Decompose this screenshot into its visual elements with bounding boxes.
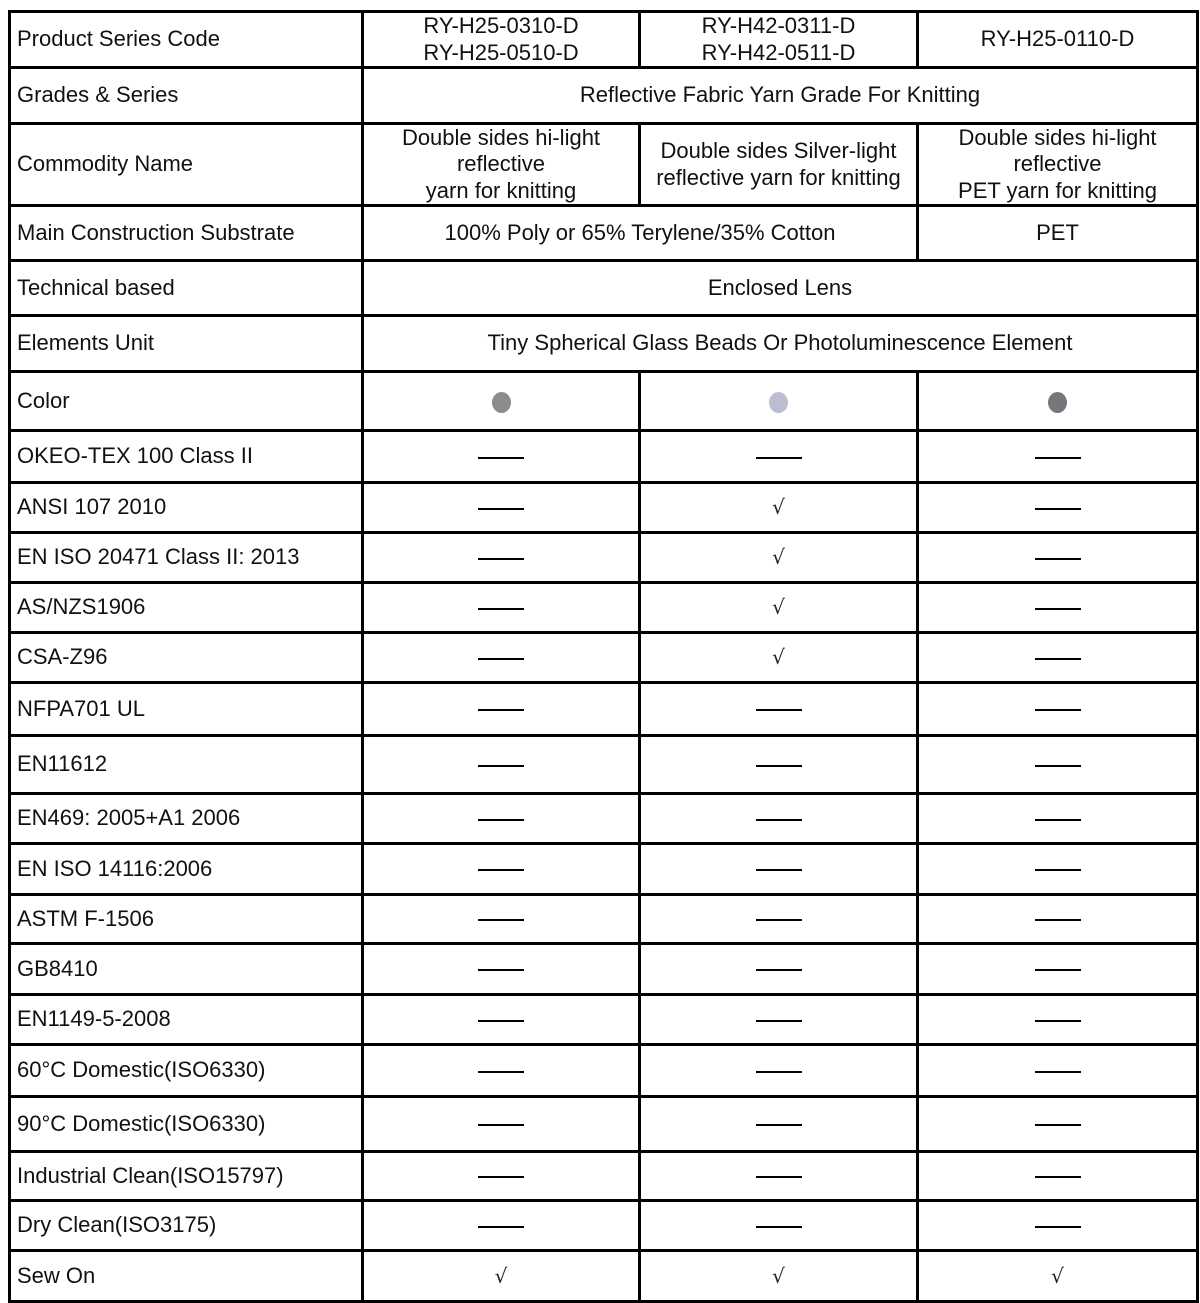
standard-label: NFPA701 UL	[10, 683, 363, 736]
standard-row	[10, 895, 1198, 944]
check-icon: √	[772, 645, 785, 670]
dash-icon	[756, 1124, 802, 1126]
standard-compliance-cell	[363, 736, 640, 794]
standard-row	[10, 1097, 1198, 1152]
standard-compliance-cell	[363, 583, 640, 633]
dash-icon	[478, 457, 524, 459]
dash-icon	[756, 919, 802, 921]
standard-label: Dry Clean(ISO3175)	[10, 1201, 363, 1251]
commodity-name-line: Double sides hi-light reflective	[958, 125, 1157, 177]
dash-icon	[478, 919, 524, 921]
standard-label: OKEO-TEX 100 Class II	[10, 431, 363, 483]
standard-compliance-cell	[918, 1152, 1198, 1201]
standard-compliance-cell	[640, 944, 918, 995]
standard-compliance-cell	[640, 1045, 918, 1097]
commodity-name-line: PET yarn for knitting	[958, 177, 1157, 203]
standard-label: CSA-Z96	[10, 633, 363, 683]
dash-icon	[1035, 765, 1081, 767]
standard-label: ASTM F-1506	[10, 895, 363, 944]
standard-compliance-cell	[640, 533, 918, 583]
row-commodity-name	[10, 124, 1198, 206]
standard-compliance-cell	[363, 533, 640, 583]
standard-compliance-cell	[918, 1097, 1198, 1152]
standard-label: EN1149-5-2008	[10, 995, 363, 1045]
product-code: RY-H42-0511-D	[701, 39, 856, 65]
standard-row	[10, 995, 1198, 1045]
row-technical-based	[10, 261, 1198, 316]
dash-icon	[1035, 1071, 1081, 1073]
dash-icon	[1035, 869, 1081, 871]
check-icon: √	[494, 1263, 508, 1288]
color-cell-3	[918, 372, 1198, 431]
standard-compliance-cell	[640, 633, 918, 683]
standard-label: GB8410	[10, 944, 363, 995]
standard-compliance-cell	[640, 844, 918, 895]
dash-icon	[478, 558, 524, 560]
standard-label: EN11612	[10, 736, 363, 794]
standard-compliance-cell	[918, 1045, 1198, 1097]
substrate-value-poly: 100% Poly or 65% Terylene/35% Cotton	[363, 206, 918, 261]
dash-icon	[478, 969, 524, 971]
dash-icon	[478, 658, 524, 660]
standard-compliance-cell	[640, 1201, 918, 1251]
standard-label: 60°C Domestic(ISO6330)	[10, 1045, 363, 1097]
standard-compliance-cell	[363, 1152, 640, 1201]
standard-compliance-cell	[918, 683, 1198, 736]
color-cell-1	[363, 372, 640, 431]
standard-compliance-cell	[363, 633, 640, 683]
dash-icon	[1035, 558, 1081, 560]
dash-icon	[1035, 508, 1081, 510]
standard-compliance-cell	[918, 1251, 1198, 1302]
standard-compliance-cell	[640, 794, 918, 844]
product-spec-table	[8, 10, 1199, 1303]
dash-icon	[478, 819, 524, 821]
commodity-name-line: Double sides Silver-light	[660, 138, 897, 164]
standard-compliance-cell	[918, 794, 1198, 844]
color-cell-2	[640, 372, 918, 431]
dash-icon	[1035, 1124, 1081, 1126]
dash-icon	[478, 1020, 524, 1022]
elements-unit-value: Tiny Spherical Glass Beads Or Photoluminescence Element	[363, 316, 1198, 372]
standard-row	[10, 533, 1198, 583]
label-commodity-name: Commodity Name	[10, 124, 363, 206]
dash-icon	[756, 457, 802, 459]
commodity-name-line: yarn for knitting	[425, 177, 577, 203]
standard-compliance-cell	[640, 1152, 918, 1201]
standard-compliance-cell	[918, 895, 1198, 944]
standard-label: Sew On	[10, 1251, 363, 1302]
label-color: Color	[10, 372, 363, 431]
standard-compliance-cell	[918, 995, 1198, 1045]
commodity-name-cell-2	[640, 124, 918, 206]
dash-icon	[1035, 457, 1081, 459]
standard-compliance-cell	[918, 633, 1198, 683]
standard-compliance-cell	[640, 1251, 918, 1302]
standard-row	[10, 1152, 1198, 1201]
standard-compliance-cell	[363, 944, 640, 995]
dash-icon	[756, 969, 802, 971]
standard-row	[10, 944, 1198, 995]
standard-compliance-cell	[640, 895, 918, 944]
standard-compliance-cell	[363, 1097, 640, 1152]
substrate-value-pet: PET	[918, 206, 1198, 261]
standard-row	[10, 1201, 1198, 1251]
color-swatch-icon	[492, 392, 511, 413]
product-code-cell-3	[918, 12, 1198, 68]
product-code: RY-H25-0110-D	[980, 26, 1135, 52]
standard-label: EN ISO 14116:2006	[10, 844, 363, 895]
color-swatch-icon	[769, 392, 788, 413]
check-icon: √	[772, 595, 785, 620]
color-swatch-icon	[1048, 392, 1067, 413]
standard-row	[10, 794, 1198, 844]
check-icon: √	[772, 495, 785, 520]
standard-compliance-cell	[363, 844, 640, 895]
row-substrate	[10, 206, 1198, 261]
dash-icon	[478, 1071, 524, 1073]
standard-label: ANSI 107 2010	[10, 483, 363, 533]
dash-icon	[756, 1071, 802, 1073]
dash-icon	[1035, 819, 1081, 821]
check-icon: √	[1051, 1263, 1064, 1288]
standard-compliance-cell	[363, 1201, 640, 1251]
dash-icon	[478, 765, 524, 767]
standard-compliance-cell	[918, 1201, 1198, 1251]
product-code: RY-H25-0310-D	[423, 13, 579, 39]
standard-row	[10, 431, 1198, 483]
standard-compliance-cell	[918, 736, 1198, 794]
label-product-series-code: Product Series Code	[10, 12, 363, 68]
product-code: RY-H25-0510-D	[423, 39, 579, 65]
standard-compliance-cell	[918, 483, 1198, 533]
product-code-cell-1	[363, 12, 640, 68]
dash-icon	[1035, 1226, 1081, 1228]
grades-series-value: Reflective Fabric Yarn Grade For Knitting	[363, 68, 1198, 124]
dash-icon	[1035, 1176, 1081, 1178]
commodity-name-cell-3	[918, 124, 1198, 206]
standard-compliance-cell	[640, 1097, 918, 1152]
dash-icon	[756, 765, 802, 767]
label-technical-based: Technical based	[10, 261, 363, 316]
standard-compliance-cell	[363, 995, 640, 1045]
technical-based-value: Enclosed Lens	[363, 261, 1198, 316]
row-product-series-code	[10, 12, 1198, 68]
standard-compliance-cell	[640, 583, 918, 633]
standard-row	[10, 583, 1198, 633]
standard-compliance-cell	[363, 1045, 640, 1097]
label-grades-series: Grades & Series	[10, 68, 363, 124]
dash-icon	[478, 608, 524, 610]
standard-compliance-cell	[363, 483, 640, 533]
standard-row	[10, 736, 1198, 794]
standard-compliance-cell	[640, 431, 918, 483]
dash-icon	[756, 709, 802, 711]
standard-label: EN ISO 20471 Class II: 2013	[10, 533, 363, 583]
dash-icon	[1035, 608, 1081, 610]
dash-icon	[1035, 969, 1081, 971]
row-grades-series	[10, 68, 1198, 124]
standard-label: Industrial Clean(ISO15797)	[10, 1152, 363, 1201]
dash-icon	[478, 1176, 524, 1178]
dash-icon	[756, 1020, 802, 1022]
standard-row	[10, 683, 1198, 736]
dash-icon	[756, 869, 802, 871]
standard-label: AS/NZS1906	[10, 583, 363, 633]
check-icon: √	[772, 1263, 785, 1288]
standard-compliance-cell	[918, 583, 1198, 633]
dash-icon	[478, 1124, 524, 1126]
standard-row	[10, 483, 1198, 533]
standard-compliance-cell	[640, 995, 918, 1045]
dash-icon	[478, 508, 524, 510]
dash-icon	[1035, 658, 1081, 660]
standard-row	[10, 1251, 1198, 1302]
standard-compliance-cell	[640, 736, 918, 794]
dash-icon	[756, 819, 802, 821]
standard-row	[10, 844, 1198, 895]
commodity-name-cell-1	[363, 124, 640, 206]
standard-compliance-cell	[363, 794, 640, 844]
dash-icon	[478, 709, 524, 711]
commodity-name-line: reflective yarn for knitting	[656, 164, 901, 190]
standard-row	[10, 633, 1198, 683]
standard-row	[10, 1045, 1198, 1097]
dash-icon	[1035, 919, 1081, 921]
standard-label: EN469: 2005+A1 2006	[10, 794, 363, 844]
standard-compliance-cell	[640, 483, 918, 533]
dash-icon	[1035, 1020, 1081, 1022]
standard-compliance-cell	[640, 683, 918, 736]
standard-compliance-cell	[918, 844, 1198, 895]
standard-compliance-cell	[918, 944, 1198, 995]
product-code-cell-2	[640, 12, 918, 68]
dash-icon	[756, 1226, 802, 1228]
standard-compliance-cell	[363, 683, 640, 736]
standard-compliance-cell	[918, 533, 1198, 583]
product-code: RY-H42-0311-D	[701, 13, 856, 39]
dash-icon	[478, 1226, 524, 1228]
standard-compliance-cell	[363, 431, 640, 483]
row-elements-unit	[10, 316, 1198, 372]
commodity-name-line: Double sides hi-light reflective	[401, 125, 601, 177]
label-substrate: Main Construction Substrate	[10, 206, 363, 261]
standard-compliance-cell	[363, 895, 640, 944]
check-icon: √	[772, 545, 785, 570]
standard-compliance-cell	[363, 1251, 640, 1302]
standard-compliance-cell	[918, 431, 1198, 483]
dash-icon	[756, 1176, 802, 1178]
dash-icon	[1035, 709, 1081, 711]
dash-icon	[478, 869, 524, 871]
row-color	[10, 372, 1198, 431]
label-elements-unit: Elements Unit	[10, 316, 363, 372]
standard-label: 90°C Domestic(ISO6330)	[10, 1097, 363, 1152]
